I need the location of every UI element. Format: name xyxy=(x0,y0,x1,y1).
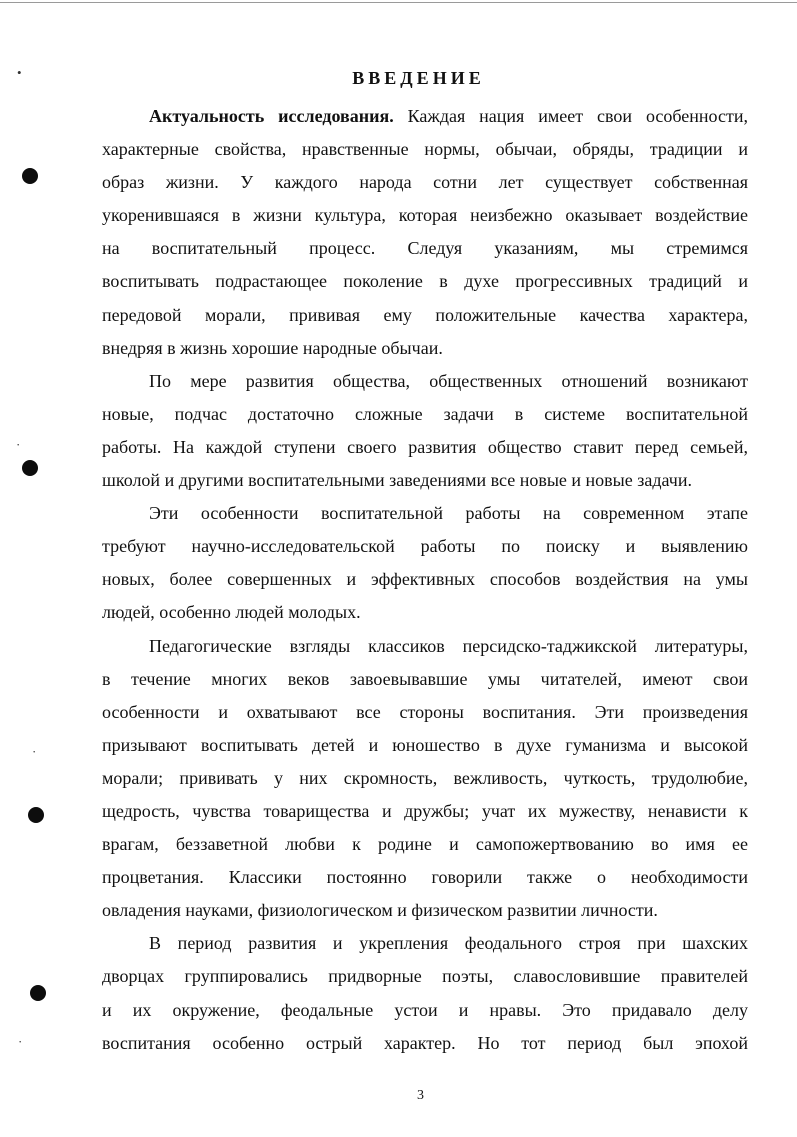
text-line: щедрость, чувства товарищества и дружбы; учат их мужеству, ненависти к xyxy=(102,800,748,821)
text-line: дворцах группировались придворные поэты, славословившие правителей xyxy=(102,966,748,987)
page-number: 3 xyxy=(417,1088,424,1103)
text-line: воспитывать подрастающее поколение в духе прогрессивных традиций и xyxy=(102,271,748,292)
text-line: укоренившаяся в жизни культура, которая неизбежно оказывает воздействие xyxy=(102,205,748,226)
binder-hole-1 xyxy=(22,168,38,184)
paragraph-5 xyxy=(102,927,748,1059)
scan-speck: · xyxy=(32,744,37,759)
text-line: особенности и охватывают все стороны воспитания. Эти произведения xyxy=(102,701,748,722)
text-line: в течение многих веков завоевывавшие умы читателей, имеют свои xyxy=(102,668,748,689)
text-line: Педагогические взгляды классиков персидско-таджикской литературы, xyxy=(149,635,748,656)
scan-speck: · xyxy=(18,1034,23,1049)
text-line: новых, более совершенных и эффективных способов воздействия на умы xyxy=(102,569,748,590)
binder-hole-4 xyxy=(30,985,46,1001)
text-line: овладения науками, физиологическом и физическом развитии личности. xyxy=(102,900,658,921)
text-line: работы. На каждой ступени своего развития общество ставит перед семьей, xyxy=(102,436,748,457)
paragraph-3 xyxy=(102,497,748,629)
section-heading: Актуальность исследования. xyxy=(149,106,394,126)
text-line: передовой морали, прививая ему положительные качества характера, xyxy=(102,304,748,325)
text-line: характерные свойства, нравственные нормы, обычаи, обряды, традиции и xyxy=(102,139,748,160)
text-line: врагам, беззаветной любви к родине и самопожертвованию во имя ее xyxy=(102,834,748,855)
text-line: Актуальность исследования. Каждая нация имеет свои особенности, xyxy=(149,106,748,126)
text-line: воспитания особенно острый характер. Но тот период был эпохой xyxy=(102,1032,748,1053)
text-line: людей, особенно людей молодых. xyxy=(102,602,361,623)
text-line: новые, подчас достаточно сложные задачи в системе воспитательной xyxy=(102,403,748,424)
text-line: По мере развития общества, общественных отношений возникают xyxy=(149,370,748,391)
page-title: ВВЕДЕНИЕ xyxy=(352,68,485,88)
text-line: и их окружение, феодальные устои и нравы. Это придавало делу xyxy=(102,999,748,1020)
body-text xyxy=(102,100,748,1060)
paragraph-1 xyxy=(102,100,748,365)
paragraph-2 xyxy=(102,365,748,497)
text-line: Эти особенности воспитательной работы на современном этапе xyxy=(149,503,748,524)
scan-speck: • xyxy=(17,65,22,80)
text-line: морали; прививать у них скромность, вежливость, чуткость, трудолюбие, xyxy=(102,767,748,788)
text-line: внедряя в жизнь хорошие народные обычаи. xyxy=(102,337,443,358)
scan-speck: · xyxy=(16,437,21,452)
text-line: образ жизни. У каждого народа сотни лет существует собственная xyxy=(102,172,748,193)
binder-hole-3 xyxy=(28,807,44,823)
text-line: призывают воспитывать детей и юношество в духе гуманизма и высокой xyxy=(102,734,748,755)
text-line: требуют научно-исследовательской работы по поиску и выявлению xyxy=(102,536,748,557)
paragraph-4 xyxy=(102,630,748,928)
text-line: процветания. Классики постоянно говорили также о необходимости xyxy=(102,867,748,888)
top-border-line xyxy=(0,2,797,3)
text-line: школой и другими воспитательными заведениями все новые и новые задачи. xyxy=(102,470,692,491)
text-line: В период развития и укрепления феодального строя при шахских xyxy=(149,933,748,954)
text-line: на воспитательный процесс. Следуя указаниям, мы стремимся xyxy=(102,238,748,259)
binder-hole-2 xyxy=(22,460,38,476)
